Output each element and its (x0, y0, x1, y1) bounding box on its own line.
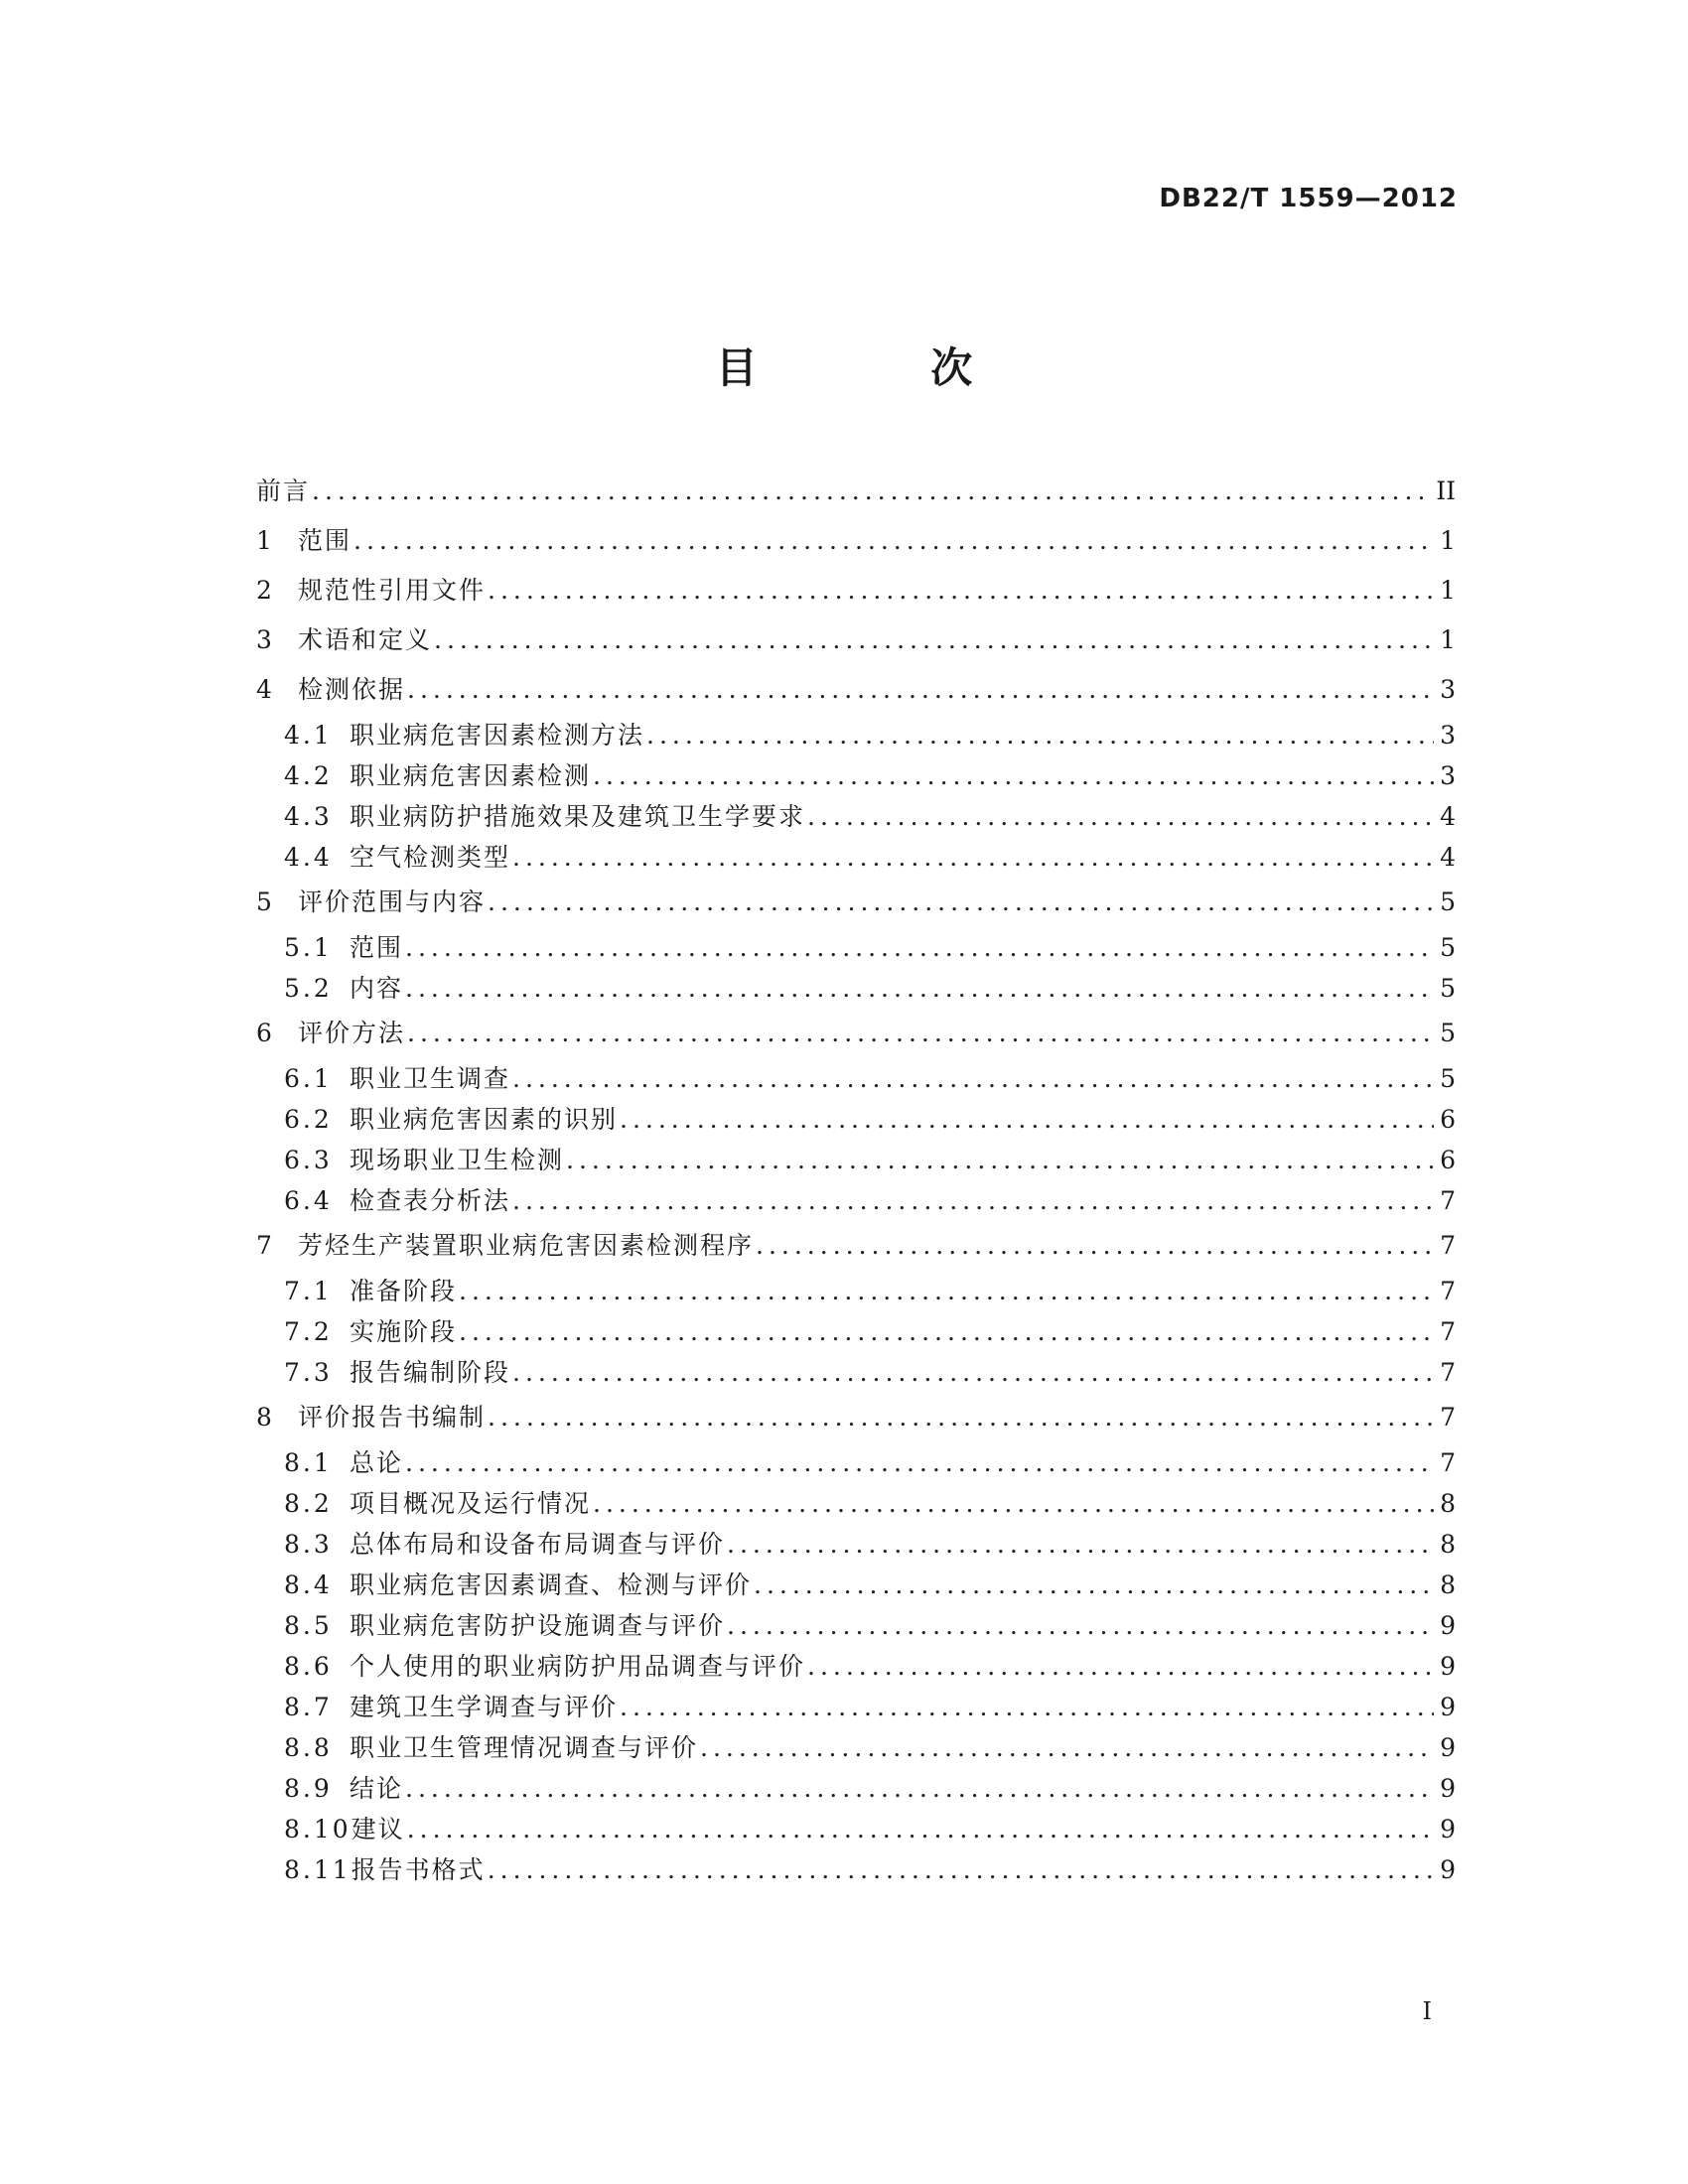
toc-entry-number: 6 (256, 1019, 272, 1047)
toc-entry-label: 项目概况及运行情况 (350, 1489, 592, 1518)
toc-entry-number: 6.1 (284, 1064, 333, 1093)
toc-entry-page: II (1436, 477, 1456, 505)
toc-entry-label: 评价范围与内容 (298, 887, 487, 916)
toc-entry-label: 建筑卫生学调查与评价 (350, 1693, 619, 1721)
toc-leader-dots (700, 1727, 1434, 1768)
toc-entry[interactable] (256, 1352, 1456, 1393)
toc-entry-label: 结论 (350, 1774, 404, 1803)
toc-entry-label: 职业病危害因素检测 (350, 761, 592, 790)
toc-entry-label: 建议 (351, 1815, 405, 1843)
toc-entry-number: 8 (256, 1403, 272, 1432)
toc-entry-label: 职业病危害因素的识别 (350, 1105, 619, 1134)
toc-entry-label: 检查表分析法 (350, 1186, 511, 1215)
toc-entry-page: 5 (1440, 1064, 1456, 1093)
toc-entry-number: 2 (256, 576, 272, 605)
toc-entry-label: 职业病危害因素检测方法 (350, 721, 645, 750)
toc-entry[interactable] (256, 615, 1456, 665)
toc-entry-page: 1 (1440, 625, 1456, 654)
toc-entry-page: 8 (1440, 1570, 1456, 1599)
toc-entry-page: 7 (1440, 1358, 1456, 1387)
toc-entry-page: 9 (1440, 1611, 1456, 1640)
toc-entry-page: 9 (1440, 1774, 1456, 1803)
toc-leader-dots (754, 1565, 1434, 1605)
toc-entry-label: 空气检测类型 (350, 843, 511, 872)
toc-entry-label: 检测依据 (298, 675, 406, 704)
toc-entry-number: 4 (256, 675, 272, 704)
table-of-contents (256, 467, 1456, 1890)
toc-entry-page: 5 (1440, 1019, 1456, 1047)
toc-entry-page: 3 (1440, 721, 1456, 750)
toc-entry-page: 9 (1440, 1815, 1456, 1843)
toc-entry[interactable] (256, 516, 1456, 566)
toc-entry-page: 8 (1440, 1530, 1456, 1559)
toc-leader-dots (727, 1605, 1434, 1646)
toc-leader-dots (512, 1058, 1434, 1099)
footer-page-number: I (1422, 1997, 1432, 2025)
standard-code: DB22/T 1559—2012 (1159, 184, 1458, 213)
toc-entry-number: 6.3 (284, 1146, 333, 1174)
toc-entry-number: 5 (256, 887, 272, 916)
toc-entry-page: 3 (1440, 761, 1456, 790)
toc-entry-label: 现场职业卫生检测 (350, 1146, 565, 1174)
toc-entry-number: 5.1 (284, 933, 333, 962)
toc-leader-dots (727, 1524, 1434, 1565)
toc-entry-number: 8.5 (284, 1611, 333, 1640)
toc-entry-page: 4 (1440, 802, 1456, 831)
toc-leader-dots (488, 566, 1434, 615)
toc-entry-page: 9 (1440, 1855, 1456, 1884)
toc-entry[interactable] (256, 796, 1456, 837)
toc-entry-label: 报告编制阶段 (350, 1358, 511, 1387)
toc-leader-dots (512, 1352, 1434, 1393)
toc-leader-dots (512, 1180, 1434, 1221)
toc-entry-page: 7 (1440, 1277, 1456, 1305)
toc-entry[interactable] (256, 1849, 1456, 1890)
toc-entry-label: 内容 (350, 974, 404, 1003)
toc-entry[interactable] (256, 1393, 1456, 1442)
toc-entry-page: 7 (1440, 1448, 1456, 1477)
toc-entry-label: 职业卫生调查 (350, 1064, 511, 1093)
toc-entry-page: 4 (1440, 843, 1456, 872)
toc-entry[interactable] (256, 1809, 1456, 1849)
toc-entry-page: 7 (1440, 1317, 1456, 1346)
toc-entry[interactable] (256, 1099, 1456, 1140)
toc-entry[interactable] (256, 1524, 1456, 1565)
toc-leader-dots (807, 796, 1434, 837)
toc-entry[interactable] (256, 1180, 1456, 1221)
toc-entry[interactable] (256, 1687, 1456, 1727)
toc-entry[interactable] (256, 715, 1456, 755)
toc-leader-dots (593, 755, 1434, 796)
toc-leader-dots (405, 1768, 1434, 1809)
toc-entry-number: 1 (256, 526, 272, 555)
toc-leader-dots (593, 1483, 1434, 1524)
toc-leader-dots (646, 715, 1434, 755)
toc-entry-page: 5 (1440, 933, 1456, 962)
toc-entry-number: 8.4 (284, 1570, 333, 1599)
toc-entry-label: 实施阶段 (350, 1317, 458, 1346)
toc-entry-page: 6 (1440, 1105, 1456, 1134)
toc-entry-page: 9 (1440, 1733, 1456, 1762)
toc-entry-label: 个人使用的职业病防护用品调查与评价 (350, 1652, 806, 1681)
toc-entry-number: 7.1 (284, 1277, 333, 1305)
toc-entry[interactable] (256, 755, 1456, 796)
toc-entry-label: 评价方法 (298, 1019, 406, 1047)
toc-entry-page: 7 (1440, 1186, 1456, 1215)
toc-entry-page: 9 (1440, 1652, 1456, 1681)
toc-leader-dots (434, 615, 1434, 665)
toc-entry[interactable] (256, 1271, 1456, 1311)
toc-entry[interactable] (256, 968, 1456, 1009)
toc-entry-number: 4.2 (284, 761, 333, 790)
toc-title: 目 次 (715, 343, 1053, 392)
toc-leader-dots (312, 467, 1430, 516)
toc-entry-number: 6.4 (284, 1186, 333, 1215)
toc-entry-page: 6 (1440, 1146, 1456, 1174)
toc-entry-number: 8.1 (284, 1448, 333, 1477)
toc-entry-page: 5 (1440, 974, 1456, 1003)
toc-entry[interactable] (256, 665, 1456, 715)
toc-entry[interactable] (256, 566, 1456, 615)
toc-entry-page: 1 (1440, 526, 1456, 555)
toc-entry-number: 8.3 (284, 1530, 333, 1559)
toc-entry-label: 准备阶段 (350, 1277, 458, 1305)
toc-leader-dots (488, 878, 1434, 927)
toc-leader-dots (353, 516, 1434, 566)
toc-entry-label: 职业病危害因素调查、检测与评价 (350, 1570, 753, 1599)
toc-leader-dots (756, 1221, 1434, 1271)
toc-entry-label: 术语和定义 (298, 625, 433, 654)
toc-entry-number: 8.8 (284, 1733, 333, 1762)
toc-entry-number: 8.10 (284, 1815, 352, 1843)
toc-entry[interactable] (256, 1483, 1456, 1524)
toc-entry[interactable] (256, 1727, 1456, 1768)
toc-entry-label: 范围 (350, 933, 404, 962)
toc-entry-page: 8 (1440, 1489, 1456, 1518)
toc-entry-number: 8.7 (284, 1693, 333, 1721)
toc-entry-label: 总论 (350, 1448, 404, 1477)
toc-leader-dots (405, 1442, 1434, 1483)
toc-entry[interactable] (256, 1311, 1456, 1352)
toc-entry[interactable] (256, 1605, 1456, 1646)
toc-entry[interactable] (256, 1140, 1456, 1180)
toc-entry[interactable] (256, 1221, 1456, 1271)
toc-entry-number: 4.3 (284, 802, 333, 831)
toc-entry-label: 评价报告书编制 (298, 1403, 487, 1432)
toc-entry-label: 职业病危害防护设施调查与评价 (350, 1611, 726, 1640)
toc-entry-page: 7 (1440, 1403, 1456, 1432)
toc-leader-dots (405, 968, 1434, 1009)
toc-entry[interactable] (256, 1565, 1456, 1605)
toc-entry-number: 4.1 (284, 721, 333, 750)
toc-entry[interactable] (256, 837, 1456, 878)
toc-entry-number: 8.9 (284, 1774, 333, 1803)
toc-entry-number: 8.11 (284, 1855, 352, 1884)
toc-entry-number: 7.3 (284, 1358, 333, 1387)
toc-leader-dots (407, 1009, 1434, 1058)
toc-leader-dots (807, 1646, 1434, 1687)
toc-entry-label: 职业卫生管理情况调查与评价 (350, 1733, 699, 1762)
toc-entry[interactable] (256, 927, 1456, 968)
toc-leader-dots (512, 837, 1434, 878)
toc-leader-dots (488, 1393, 1434, 1442)
toc-entry[interactable] (256, 1646, 1456, 1687)
toc-entry-number: 8.2 (284, 1489, 333, 1518)
toc-entry[interactable] (256, 878, 1456, 927)
toc-entry-number: 6.2 (284, 1105, 333, 1134)
toc-entry-label: 范围 (298, 526, 352, 555)
toc-leader-dots (566, 1140, 1434, 1180)
toc-entry[interactable] (256, 1442, 1456, 1483)
toc-entry-label: 前言 (256, 477, 311, 505)
toc-leader-dots (620, 1099, 1434, 1140)
toc-entry[interactable] (256, 1768, 1456, 1809)
toc-entry-number: 7 (256, 1231, 272, 1260)
toc-entry-label: 职业病防护措施效果及建筑卫生学要求 (350, 802, 806, 831)
toc-leader-dots (488, 1849, 1434, 1890)
toc-leader-dots (405, 927, 1434, 968)
toc-entry-page: 3 (1440, 675, 1456, 704)
toc-entry[interactable] (256, 1058, 1456, 1099)
toc-entry-label: 报告书格式 (351, 1855, 486, 1884)
toc-entry-page: 5 (1440, 887, 1456, 916)
toc-entry-page: 9 (1440, 1693, 1456, 1721)
toc-entry-label: 规范性引用文件 (298, 576, 487, 605)
toc-entry-label: 总体布局和设备布局调查与评价 (350, 1530, 726, 1559)
toc-leader-dots (407, 665, 1434, 715)
toc-entry-number: 8.6 (284, 1652, 333, 1681)
toc-entry-number: 5.2 (284, 974, 333, 1003)
toc-leader-dots (620, 1687, 1434, 1727)
toc-leader-dots (407, 1809, 1434, 1849)
toc-entry-number: 4.4 (284, 843, 333, 872)
toc-entry-page: 1 (1440, 576, 1456, 605)
toc-entry[interactable] (256, 1009, 1456, 1058)
toc-entry[interactable] (256, 467, 1456, 516)
toc-entry-page: 7 (1440, 1231, 1456, 1260)
toc-leader-dots (459, 1311, 1434, 1352)
toc-entry-number: 3 (256, 625, 272, 654)
toc-entry-number: 7.2 (284, 1317, 333, 1346)
toc-leader-dots (459, 1271, 1434, 1311)
toc-entry-label: 芳烃生产装置职业病危害因素检测程序 (298, 1231, 755, 1260)
